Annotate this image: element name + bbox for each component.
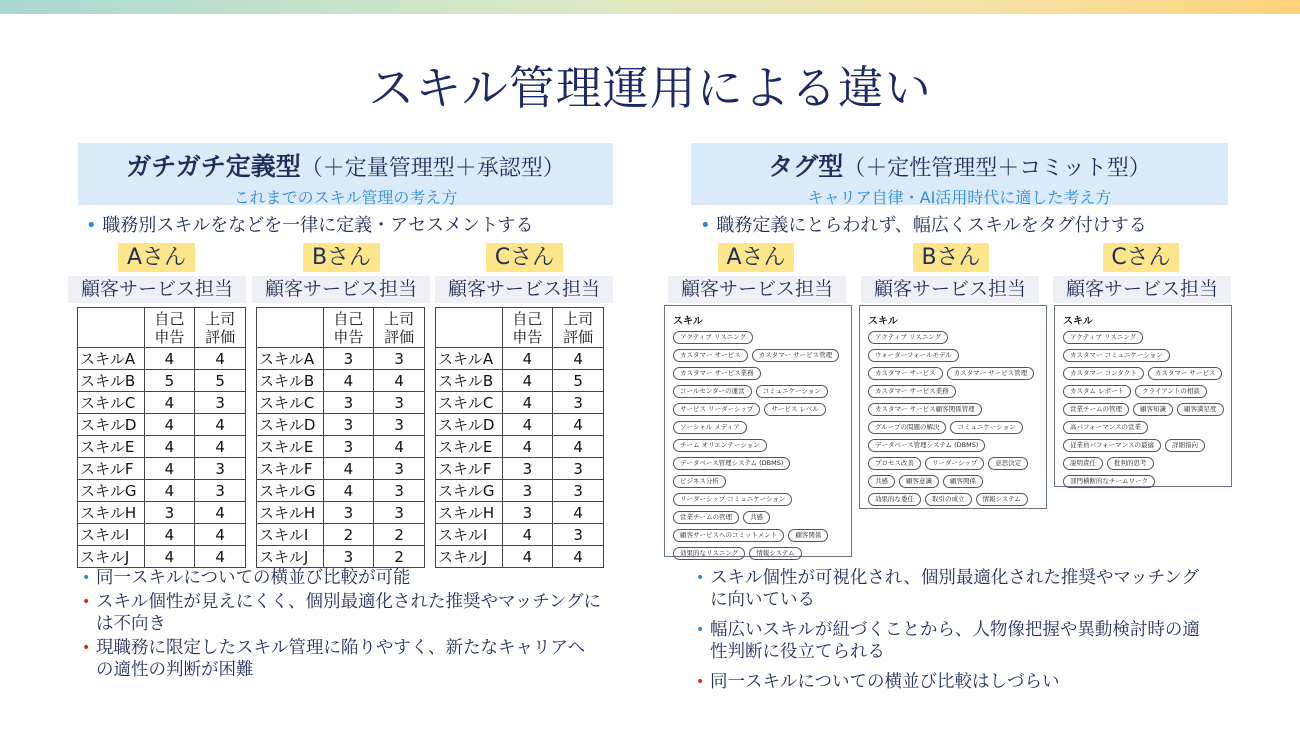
skill-name-cell: スキルE [78,436,145,458]
tag-row [673,529,843,542]
table-row [436,502,604,524]
boss-score-cell: 3 [553,480,604,502]
skill-tag: 顧客満足度 [1177,403,1224,416]
skill-name-cell: スキルJ [436,546,503,568]
self-score-cell: 4 [144,436,195,458]
left-role-a: 顧客サービス担当 [68,276,246,303]
skill-tag: グループの問題の解決 [868,421,946,434]
boss-score-cell: 4 [374,370,425,392]
skill-tag-card [1054,305,1232,487]
boss-score-cell: 3 [374,392,425,414]
skill-tag-card [664,305,852,557]
bullet-dot-icon: • [696,622,705,638]
table-row [78,436,246,458]
skill-name-cell: スキルA [78,348,145,370]
skill-name-cell: スキルE [257,436,324,458]
tag-row [673,385,843,398]
boss-score-cell: 2 [374,524,425,546]
skill-tag: クライアントの相談 [1135,385,1207,398]
self-score-cell: 4 [502,414,553,436]
skill-table [435,307,604,568]
table-row [78,524,246,546]
skill-tag: 詳細指向 [1165,439,1205,452]
tag-row [868,457,1038,470]
skill-tag: 効果的な委任 [868,493,921,506]
table-row [436,392,604,414]
self-score-cell: 4 [502,436,553,458]
skill-tag: 意思決定 [988,457,1028,470]
left-bullets [82,567,602,683]
right-bullets [696,567,1216,701]
table-row [78,480,246,502]
tag-row [673,331,843,344]
table-row [78,458,246,480]
table-row [436,348,604,370]
skill-table [77,307,246,568]
skill-tag: サービス レベル [764,403,826,416]
skill-tag: 取引の成立 [925,493,972,506]
bullet-item [82,637,602,681]
bullet-text: 現職務に限定したスキル管理に陥りやすく、新たなキャリアへの適性の判断が困難 [96,638,586,680]
table-row [436,546,604,568]
boss-score-cell: 3 [195,392,246,414]
self-score-cell: 4 [502,546,553,568]
boss-score-cell: 4 [553,436,604,458]
skill-tag: カスタマー コンタクト [1063,367,1144,380]
skill-tag: コミュニケーション [950,421,1022,434]
boss-score-cell: 4 [374,436,425,458]
bullet-item [696,619,1216,663]
self-score-cell: 4 [502,348,553,370]
table-header-self: 自己 申告 [323,308,374,348]
skill-tag: 情報システム [749,547,801,560]
table-header-blank [78,308,145,348]
skill-tag: プロセス改善 [868,457,921,470]
self-score-cell: 5 [144,370,195,392]
boss-score-cell: 3 [553,524,604,546]
skill-name-cell: スキルG [257,480,324,502]
self-score-cell: 4 [144,414,195,436]
bullet-dot-icon: • [86,215,103,236]
skill-name-cell: スキルJ [78,546,145,568]
skill-tag: 高パフォーマンスの営業 [1063,421,1148,434]
left-person-b: Bさん [303,243,380,272]
bullet-dot-icon: • [696,570,705,586]
self-score-cell: 4 [502,392,553,414]
table-row [78,392,246,414]
skill-name-cell: スキルH [78,502,145,524]
skill-tag: 顧客関係 [788,529,828,542]
tag-row [673,493,843,506]
skill-name-cell: スキルD [257,414,324,436]
table-row [436,370,604,392]
table-row [436,436,604,458]
skill-tag: ソーシャル メディア [673,421,747,434]
tag-row [1063,331,1223,344]
skill-name-cell: スキルA [436,348,503,370]
table-row [257,480,425,502]
self-score-cell: 4 [144,524,195,546]
table-row [78,502,246,524]
right-person-b: Bさん [913,243,989,272]
self-score-cell: 4 [323,370,374,392]
tag-row [868,475,1038,488]
self-score-cell: 3 [502,480,553,502]
table-row [78,348,246,370]
tag-row [673,457,843,470]
skill-tag: 顧客関係 [943,475,983,488]
skill-tag: 従業員パフォーマンスの最適 [1063,439,1161,452]
bullet-item [82,567,602,589]
tag-row [868,367,1038,380]
boss-score-cell: 5 [195,370,246,392]
right-person-c: Cさん [1103,243,1179,272]
skill-name-cell: スキルJ [257,546,324,568]
self-score-cell: 3 [323,392,374,414]
skill-tag: 顧客サービスへのコミットメント [673,529,784,542]
card-label: スキル [673,316,703,327]
skill-name-cell: スキルH [436,502,503,524]
tag-row [1063,385,1223,398]
tag-row [868,349,1038,362]
boss-score-cell: 4 [195,348,246,370]
tag-row [868,439,1038,452]
skill-tag: 効果的なリスニング [673,547,745,560]
table-header-boss: 上司 評価 [195,308,246,348]
bullet-item [696,567,1216,611]
right-intro [700,211,1147,237]
self-score-cell: 3 [144,502,195,524]
skill-tag: カスタマー サービス業務 [673,367,761,380]
boss-score-cell: 3 [195,458,246,480]
self-score-cell: 4 [144,392,195,414]
left-intro [86,211,533,237]
self-score-cell: 3 [502,502,553,524]
bullet-item [82,591,602,635]
table-row [257,546,425,568]
skill-name-cell: スキルD [78,414,145,436]
boss-score-cell: 4 [195,502,246,524]
self-score-cell: 4 [144,480,195,502]
skill-tag: 顧客意識 [899,475,939,488]
self-score-cell: 3 [502,458,553,480]
bullet-text: 同一スキルについての横並び比較はしづらい [710,672,1060,692]
skill-tag: カスタマー コミュニケーション [1063,349,1170,362]
skill-name-cell: スキルF [257,458,324,480]
skill-tag: 営業チームの管理 [673,511,739,524]
table-row [436,524,604,546]
skill-name-cell: スキルA [257,348,324,370]
table-row [257,414,425,436]
card-label: スキル [868,316,898,327]
boss-score-cell: 4 [553,348,604,370]
skill-tag: カスタマー サービス [1148,367,1223,380]
table-header-self: 自己 申告 [144,308,195,348]
boss-score-cell: 3 [553,458,604,480]
self-score-cell: 4 [144,458,195,480]
table-header-row [436,308,604,348]
boss-score-cell: 4 [195,436,246,458]
bullet-item [696,671,1216,693]
skill-name-cell: スキルF [78,458,145,480]
self-score-cell: 3 [323,348,374,370]
self-score-cell: 3 [323,414,374,436]
bullet-dot-icon: • [82,640,91,656]
tag-row [1063,421,1223,434]
skill-name-cell: スキルI [78,524,145,546]
skill-tag: コミュニケーション [756,385,828,398]
skill-tag: データベース管理システム (DBMS) [673,457,790,470]
skill-tag: アクティブ リスニング [868,331,948,344]
boss-score-cell: 4 [195,414,246,436]
table-row [436,458,604,480]
skill-tag: アクティブ リスニング [673,331,753,344]
right-role-b: 顧客サービス担当 [861,276,1039,303]
skill-tag: データベース管理システム (DBMS) [868,439,985,452]
bullet-text: スキル個性が可視化され、個別最適化された推奨やマッチングに向いている [710,568,1199,610]
tag-row [868,493,1038,506]
boss-score-cell: 3 [374,458,425,480]
bullet-text: スキル個性が見えにくく、個別最適化された推奨やマッチングには不向き [96,592,602,634]
bullet-dot-icon: • [696,674,705,690]
tag-row [673,511,843,524]
bullet-dot-icon: • [700,215,717,236]
skill-name-cell: スキルC [436,392,503,414]
tag-row [868,403,1038,416]
skill-tag-card [859,305,1047,509]
tag-row [673,349,843,362]
table-row [257,392,425,414]
left-person-a: Aさん [118,243,195,272]
skill-tag: リーダーシップ [925,457,984,470]
skill-tag: リーダーシップ コミュニケーション [673,493,792,506]
boss-score-cell: 4 [553,546,604,568]
tag-row [868,385,1038,398]
boss-score-cell: 3 [374,348,425,370]
boss-score-cell: 2 [374,546,425,568]
tag-row [673,421,843,434]
table-row [257,348,425,370]
skill-tag: コールセンターの運営 [673,385,752,398]
right-heading-sub: （＋定性管理型＋コミット型） [843,156,1151,181]
table-row [257,524,425,546]
skill-tag: 説明責任 [1063,457,1103,470]
skill-tag: カスタマー サービス管理 [947,367,1035,380]
tag-row [1063,475,1223,488]
tag-row [673,475,843,488]
left-role-c: 顧客サービス担当 [435,276,613,303]
slide-title: スキル管理運用による違い [368,61,932,115]
bullet-text: 幅広いスキルが紐づくことから、人物像把握や異動検討時の適性判断に役立てられる [710,620,1200,662]
boss-score-cell: 3 [195,480,246,502]
skill-tag: カスタマー サービス [673,349,748,362]
self-score-cell: 4 [144,546,195,568]
boss-score-cell: 5 [553,370,604,392]
skill-tag: 共感 [868,475,895,488]
self-score-cell: 4 [323,458,374,480]
tag-row [1063,367,1223,380]
table-row [257,370,425,392]
skill-tag: カスタム レポート [1063,385,1131,398]
boss-score-cell: 3 [374,414,425,436]
table-header-row [78,308,246,348]
skill-tag: 顧客知識 [1133,403,1173,416]
skill-tag: カスタマー サービス管理 [752,349,840,362]
boss-score-cell: 3 [374,480,425,502]
self-score-cell: 4 [502,370,553,392]
bullet-dot-icon: • [82,594,91,610]
table-row [436,414,604,436]
self-score-cell: 4 [144,348,195,370]
table-row [257,502,425,524]
skill-name-cell: スキルI [257,524,324,546]
table-header-row [257,308,425,348]
boss-score-cell: 4 [195,546,246,568]
table-row [436,480,604,502]
skill-tag: 営業チームの管理 [1063,403,1129,416]
left-panel-header [78,143,613,205]
tag-row [1063,457,1223,470]
skill-tag: ウォーターフォールモデル [868,349,959,362]
skill-tag: 批判的思考 [1107,457,1154,470]
self-score-cell: 4 [502,524,553,546]
skill-name-cell: スキルF [436,458,503,480]
skill-tag: アクティブ リスニング [1063,331,1143,344]
right-caption: キャリア自律・AI活用時代に適した考え方 [807,188,1112,207]
top-gradient-bar [0,0,1300,14]
tag-row [1063,403,1223,416]
skill-tag: ビジネス分析 [673,475,726,488]
skill-name-cell: スキルB [78,370,145,392]
table-header-blank [436,308,503,348]
boss-score-cell: 3 [553,392,604,414]
boss-score-cell: 4 [553,414,604,436]
table-row [78,546,246,568]
right-role-a: 顧客サービス担当 [668,276,846,303]
skill-tag: 部門横断的なチームワーク [1063,475,1155,488]
self-score-cell: 4 [323,480,374,502]
right-heading [691,147,1228,183]
table-header-boss: 上司 評価 [374,308,425,348]
skill-name-cell: スキルC [78,392,145,414]
boss-score-cell: 3 [374,502,425,524]
self-score-cell: 3 [323,546,374,568]
right-heading-main: タグ型 [768,152,844,181]
table-row [257,458,425,480]
right-intro-text: 職務定義にとらわれず、幅広くスキルをタグ付けする [716,215,1147,236]
table-row [78,370,246,392]
right-panel-header [691,143,1228,205]
skill-tag: カスタマー サービス顧客関係管理 [868,403,982,416]
bullet-dot-icon: • [82,570,91,586]
skill-name-cell: スキルB [436,370,503,392]
skill-name-cell: スキルD [436,414,503,436]
boss-score-cell: 4 [553,502,604,524]
self-score-cell: 2 [323,524,374,546]
skill-tag: カスタマー サービス [868,367,943,380]
table-row [257,436,425,458]
left-person-c: Cさん [486,243,563,272]
skill-name-cell: スキルE [436,436,503,458]
self-score-cell: 3 [323,502,374,524]
left-heading-main: ガチガチ定義型 [126,152,301,181]
skill-tag: 情報システム [976,493,1028,506]
skill-name-cell: スキルB [257,370,324,392]
skill-table [256,307,425,568]
bullet-text: 同一スキルについての横並び比較が可能 [96,568,411,588]
tag-row [1063,439,1223,452]
left-intro-text: 職務別スキルをなどを一律に定義・アセスメントする [102,215,534,236]
table-header-self: 自己 申告 [502,308,553,348]
skill-tag: サービス リーダーシップ [673,403,760,416]
skill-name-cell: スキルI [436,524,503,546]
table-row [78,414,246,436]
left-heading [78,147,613,183]
table-header-blank [257,308,324,348]
right-person-a: Aさん [718,243,794,272]
table-header-boss: 上司 評価 [553,308,604,348]
skill-tag: チーム オリエンテーション [673,439,767,452]
tag-row [673,439,843,452]
boss-score-cell: 4 [195,524,246,546]
left-role-b: 顧客サービス担当 [252,276,430,303]
skill-tag: カスタマー サービス業務 [868,385,956,398]
tag-row [673,547,843,560]
skill-name-cell: スキルH [257,502,324,524]
left-heading-sub: （＋定量管理型＋承認型） [300,156,565,181]
skill-tag: 共感 [743,511,770,524]
tag-row [868,421,1038,434]
tag-row [1063,349,1223,362]
skill-name-cell: スキルC [257,392,324,414]
tag-row [673,367,843,380]
tag-row [673,403,843,416]
tag-row [868,331,1038,344]
skill-name-cell: スキルG [436,480,503,502]
right-role-c: 顧客サービス担当 [1053,276,1231,303]
skill-name-cell: スキルG [78,480,145,502]
self-score-cell: 3 [323,436,374,458]
left-caption: これまでのスキル管理の考え方 [233,188,458,207]
card-label: スキル [1063,316,1093,327]
